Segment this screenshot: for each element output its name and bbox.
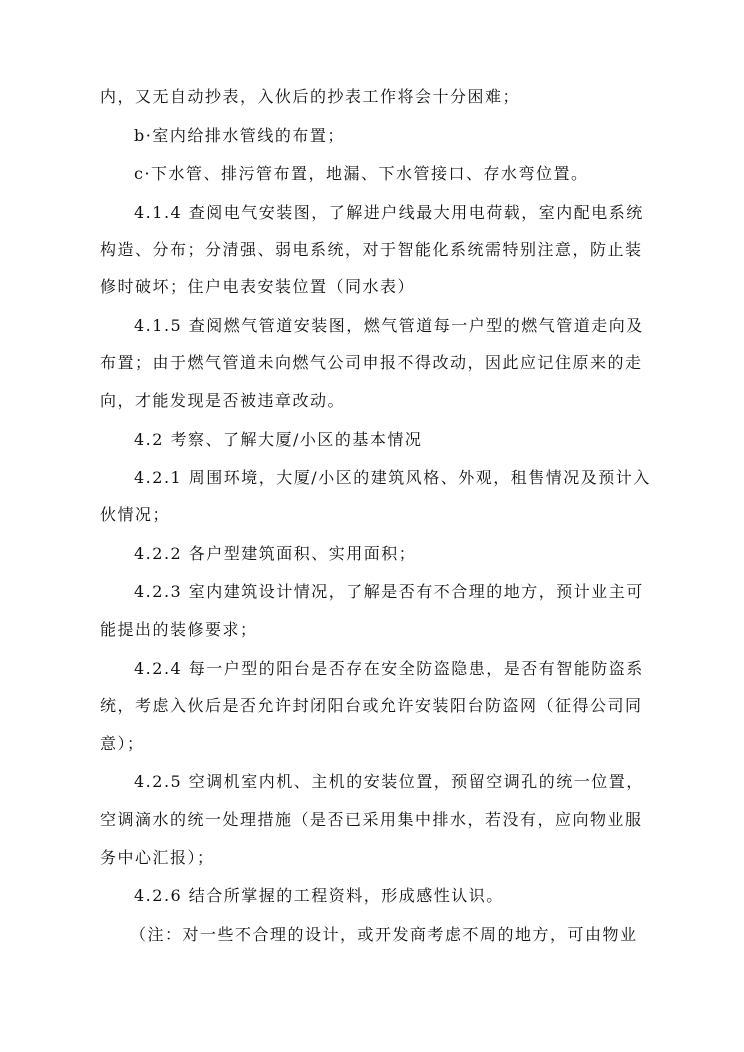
text-line: c·下水管、排污管布置，地漏、下水管接口、存水弯位置。 xyxy=(134,164,589,183)
text-line: 空调滴水的统一处理措施（是否已采用集中排水，若没有，应向物业服 xyxy=(100,810,643,829)
text-line: 构造、分布；分清强、弱电系统，对于智能化系统需特别注意，防止装 xyxy=(100,240,643,259)
text-line: b·室内给排水管线的布置； xyxy=(134,126,345,145)
text-line: 统，考虑入伙后是否允许封闭阳台或允许安装阳台防盗网（征得公司同 xyxy=(100,696,643,715)
text-line: 内，又无自动抄表，入伙后的抄表工作将会十分困难； xyxy=(100,87,521,106)
text-line: 4.2.6 结合所掌握的工程资料，形成感性认识。 xyxy=(134,886,504,905)
text-line: 4.2.5 空调机室内机、主机的安装位置，预留空调孔的统一位置， xyxy=(134,772,644,791)
text-line: 4.2.2 各户型建筑面积、实用面积； xyxy=(134,544,417,563)
text-line: 向，才能发现是否被违章改动。 xyxy=(100,391,346,410)
text-line: 务中心汇报）； xyxy=(100,848,215,867)
section-heading: 4.2 考察、了解大厦/小区的基本情况 xyxy=(134,430,423,449)
text-line: 4.2.1 周围环境，大厦/小区的建筑风格、外观，租售情况及预计入 xyxy=(134,468,651,487)
text-line: 布置；由于燃气管道未向燃气公司申报不得改动，因此应记住原来的走 xyxy=(100,353,643,372)
text-line: 修时破坏；住户电表安装位置（同水表） xyxy=(100,277,416,296)
text-line: 4.1.5 查阅燃气管道安装图，燃气管道每一户型的燃气管道走向及 xyxy=(134,316,644,335)
text-line: 意）； xyxy=(100,734,145,753)
text-line: 能提出的装修要求； xyxy=(100,620,258,639)
text-line: 4.2.3 室内建筑设计情况，了解是否有不合理的地方，预计业主可 xyxy=(134,582,644,601)
text-line: 4.1.4 查阅电气安装图，了解进户线最大用电荷载，室内配电系统 xyxy=(134,203,644,222)
text-line: 4.2.4 每一户型的阳台是否存在安全防盗隐患，是否有智能防盗系 xyxy=(134,659,644,678)
text-line: 伙情况； xyxy=(100,505,171,524)
note-line: （注：对一些不合理的设计，或开发商考虑不周的地方，可由物业 xyxy=(130,925,638,944)
